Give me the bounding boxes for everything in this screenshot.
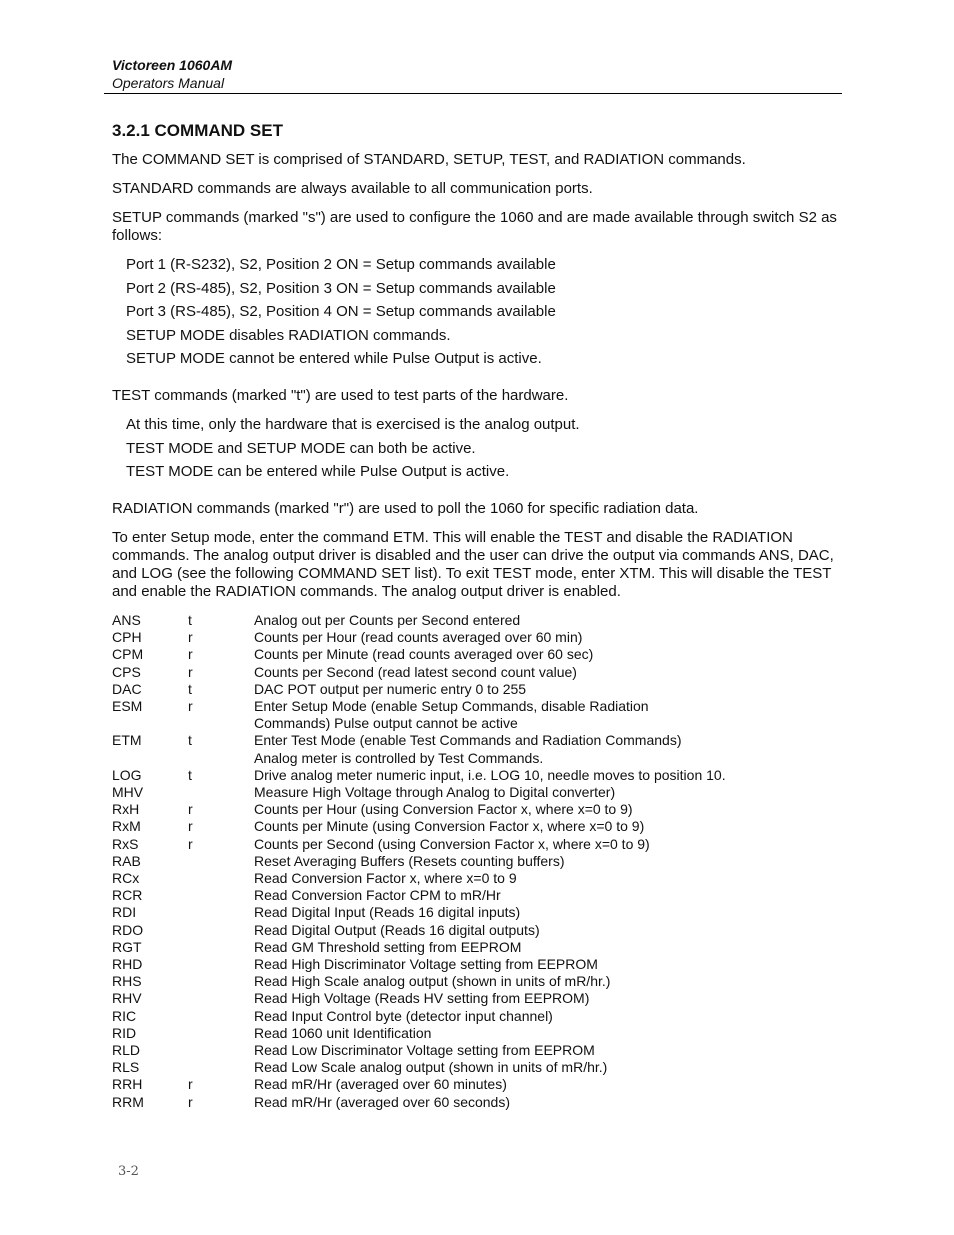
command-code: RHV (112, 990, 142, 1007)
command-type (188, 1042, 254, 1059)
table-row (112, 1008, 842, 1025)
table-row (112, 973, 842, 990)
command-description: Read Digital Output (Reads 16 digital outputs) (254, 921, 540, 938)
command-description: Counts per Second (read latest second count value) (254, 663, 577, 680)
list-item: TEST MODE can be entered while Pulse Output is active. (126, 463, 510, 480)
list-item: Port 2 (RS-485), S2, Position 3 ON = Setup commands available (126, 279, 556, 297)
command-code: CPS (112, 663, 141, 680)
command-description: Counts per Minute (read counts averaged over 60 sec) (254, 646, 594, 663)
command-code (112, 715, 188, 732)
command-table (112, 612, 842, 1111)
command-code: RRM (112, 1093, 144, 1110)
command-type: t (188, 766, 192, 783)
page-number: 3-2 (118, 1164, 139, 1179)
section-title: 3.2.1 COMMAND SET (112, 121, 283, 140)
command-type: r (188, 698, 193, 715)
command-description: DAC POT output per numeric entry 0 to 255 (254, 680, 527, 697)
table-row (112, 646, 842, 663)
command-description: Read Low Discriminator Voltage setting from EEPROM (254, 1042, 595, 1059)
table-row (112, 939, 842, 956)
command-code: CPH (112, 629, 142, 646)
command-code: RAB (112, 852, 141, 869)
command-description: Read High Scale analog output (shown in units of mR/hr.) (254, 973, 611, 990)
command-type: t (188, 680, 192, 697)
table-row (112, 1025, 842, 1042)
table-row (112, 836, 842, 853)
command-code: ETM (112, 732, 142, 749)
command-description: Read Conversion Factor CPM to mR/Hr (254, 887, 501, 904)
list-item: Port 1 (R-S232), S2, Position 2 ON = Setup commands available (126, 256, 556, 273)
command-type (188, 922, 254, 939)
table-row (112, 681, 842, 698)
command-code: RxM (112, 818, 141, 835)
header-divider (104, 93, 842, 94)
table-row (112, 818, 842, 835)
command-type: r (188, 629, 193, 646)
command-type (188, 887, 254, 904)
command-type (188, 1025, 254, 1042)
command-code: RGT (112, 938, 142, 955)
table-row (112, 629, 842, 646)
setup-paragraph: SETUP commands (marked "s") are used to configure the 1060 and are made available through switch S2 as follows: (112, 209, 837, 244)
table-row (112, 922, 842, 939)
main-content (112, 120, 842, 1111)
command-code: RDI (112, 904, 137, 921)
command-code: CPM (112, 646, 144, 663)
page-header (112, 56, 842, 92)
table-row (112, 767, 842, 784)
command-description: Read Input Control byte (detector input channel) (254, 1007, 553, 1024)
table-row (112, 715, 842, 732)
standard-paragraph: STANDARD commands are always available to all communication ports. (112, 180, 593, 197)
command-type (188, 715, 254, 732)
command-type (188, 853, 254, 870)
command-description: Read mR/Hr (averaged over 60 minutes) (254, 1076, 507, 1093)
command-code: RDO (112, 921, 144, 938)
radiation-paragraph: RADIATION commands (marked "r") are used to poll the 1060 for specific radiation data. (112, 500, 699, 517)
table-row (112, 887, 842, 904)
command-code: RHD (112, 956, 143, 973)
table-row (112, 1076, 842, 1093)
table-row (112, 1059, 842, 1076)
command-description: Counts per Minute (using Conversion Factor x, where x=0 to 9) (254, 818, 645, 835)
table-row (112, 698, 842, 715)
command-description: Reset Averaging Buffers (Resets counting buffers) (254, 852, 565, 869)
command-description: Counts per Second (using Conversion Factor x, where x=0 to 9) (254, 835, 650, 852)
command-description: Analog meter is controlled by Test Commands. (254, 749, 544, 766)
command-type (188, 973, 254, 990)
command-description: Read High Voltage (Reads HV setting from EEPROM) (254, 990, 590, 1007)
setup-mode-paragraph: To enter Setup mode, enter the command ETM. This will enable the TEST and disable the RADIATION commands. The analog output driver is disabled and the user can drive the output via commands ANS, DAC, and LOG (see the following COMMAND SET list). To exit TEST mode, enter XTM. This will disable the TEST and enable the RADIATION commands. The analog output driver is enabled. (112, 529, 834, 600)
command-type (188, 1008, 254, 1025)
command-type: r (188, 801, 193, 818)
list-item: SETUP MODE cannot be entered while Pulse Output is active. (126, 350, 542, 367)
command-type: r (188, 818, 193, 835)
table-row (112, 904, 842, 921)
table-row (112, 801, 842, 818)
test-list (126, 416, 842, 481)
command-type: r (188, 1076, 193, 1093)
command-code: RxS (112, 835, 139, 852)
table-row (112, 732, 842, 749)
manual-title: Victoreen 1060AM (112, 57, 233, 73)
command-code: RRH (112, 1076, 143, 1093)
command-code: LOG (112, 766, 142, 783)
command-type (188, 1059, 254, 1076)
command-description: Read Digital Input (Reads 16 digital inputs) (254, 904, 521, 921)
command-description: Read mR/Hr (averaged over 60 seconds) (254, 1093, 511, 1110)
intro-paragraph: The COMMAND SET is comprised of STANDARD, SETUP, TEST, and RADIATION commands. (112, 151, 746, 168)
command-code: MHV (112, 784, 144, 801)
command-code: DAC (112, 680, 142, 697)
table-row (112, 750, 842, 767)
command-type (188, 870, 254, 887)
command-type: r (188, 1093, 193, 1110)
list-item: TEST MODE and SETUP MODE can both be active. (126, 439, 476, 457)
table-row (112, 1042, 842, 1059)
command-code: RHS (112, 973, 142, 990)
command-description: Drive analog meter numeric input, i.e. LOG 10, needle moves to position 10. (254, 766, 726, 783)
table-row (112, 664, 842, 681)
list-item: Port 3 (RS-485), S2, Position 4 ON = Setup commands available (126, 303, 556, 320)
command-description: Counts per Hour (using Conversion Factor x, where x=0 to 9) (254, 801, 633, 818)
command-code: RID (112, 1024, 137, 1041)
command-type: r (188, 835, 193, 852)
command-type (188, 956, 254, 973)
command-code: RLD (112, 1042, 141, 1059)
manual-subtitle: Operators Manual (112, 75, 225, 91)
table-row (112, 853, 842, 870)
command-description: Counts per Hour (read counts averaged over 60 min) (254, 629, 583, 646)
table-row (112, 990, 842, 1007)
command-type: r (188, 646, 193, 663)
command-type (188, 939, 254, 956)
command-description: Read GM Threshold setting from EEPROM (254, 938, 522, 955)
list-item: At this time, only the hardware that is exercised is the analog output. (126, 416, 580, 433)
command-type (188, 750, 254, 767)
command-code: RxH (112, 801, 140, 818)
command-code: RIC (112, 1007, 137, 1024)
command-code: ESM (112, 698, 143, 715)
table-row (112, 612, 842, 629)
command-code: ANS (112, 612, 141, 628)
command-description: Enter Test Mode (enable Test Commands and Radiation Commands) (254, 732, 682, 749)
table-row (112, 1094, 842, 1111)
command-type: r (188, 663, 193, 680)
command-code: RLS (112, 1059, 140, 1076)
command-type (188, 990, 254, 1007)
test-paragraph: TEST commands (marked "t") are used to test parts of the hardware. (112, 387, 569, 404)
command-code: RCR (112, 887, 143, 904)
command-description: Read Conversion Factor x, where x=0 to 9 (254, 870, 517, 887)
command-code (112, 750, 188, 767)
command-type (188, 784, 254, 801)
command-description: Read Low Scale analog output (shown in units of mR/hr.) (254, 1059, 608, 1076)
table-row (112, 956, 842, 973)
table-row (112, 870, 842, 887)
command-description: Enter Setup Mode (enable Setup Commands, disable Radiation (254, 698, 649, 715)
list-item: SETUP MODE disables RADIATION commands. (126, 326, 451, 344)
command-code: RCx (112, 870, 140, 887)
command-description: Measure High Voltage through Analog to Digital converter) (254, 784, 616, 801)
command-type: t (188, 612, 192, 628)
command-description: Read 1060 unit Identification (254, 1024, 432, 1041)
command-type: t (188, 732, 192, 749)
table-row (112, 784, 842, 801)
command-description: Read High Discriminator Voltage setting from EEPROM (254, 956, 598, 973)
command-description: Analog out per Counts per Second entered (254, 612, 521, 628)
command-type (188, 904, 254, 921)
command-description: Commands) Pulse output cannot be active (254, 715, 518, 732)
setup-list (126, 256, 842, 368)
